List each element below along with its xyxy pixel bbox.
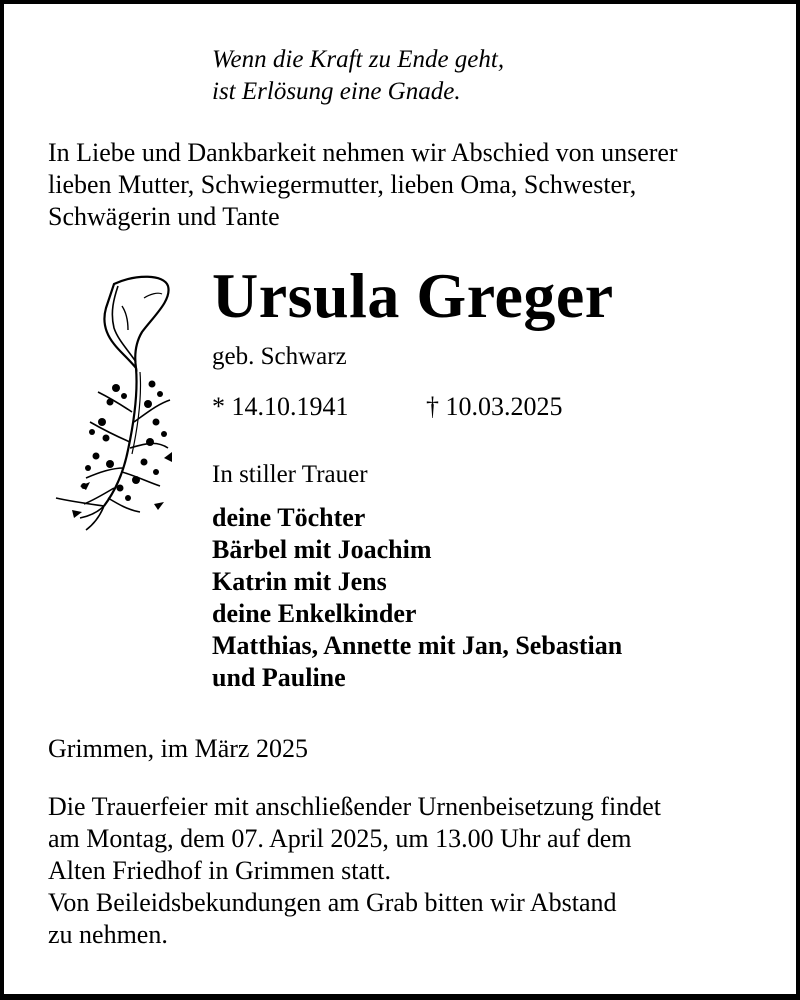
mourning-title: In stiller Trauer — [212, 461, 368, 488]
funeral-line: am Montag, dem 07. April 2025, um 13.00 Uhr auf dem — [48, 824, 632, 853]
funeral-line: Von Beileidsbekundungen am Grab bitten wir Abstand — [48, 888, 617, 917]
birth-name: geb. Schwarz — [212, 343, 347, 370]
mourner-line: und Pauline — [212, 663, 346, 692]
place-date: Grimmen, im März 2025 — [48, 734, 308, 763]
funeral-notice — [48, 791, 661, 951]
intro-line-2: lieben Mutter, Schwiegermutter, lieben Oma, Schwester, — [48, 170, 637, 199]
mourner-line: Matthias, Annette mit Jan, Sebastian — [212, 631, 623, 660]
birth-date: * 14.10.1941 — [212, 392, 349, 421]
mourner-line: Bärbel mit Joachim — [212, 535, 432, 564]
mourners-list — [212, 502, 622, 694]
funeral-line: zu nehmen. — [48, 920, 168, 949]
deceased-name: Ursula Greger — [212, 260, 614, 331]
intro-text — [48, 137, 778, 233]
motto-line-2: ist Erlösung eine Gnade. — [212, 78, 461, 105]
intro-line-1: In Liebe und Dankbarkeit nehmen wir Abschied von unserer — [48, 138, 678, 167]
death-date: † 10.03.2025 — [426, 392, 563, 421]
motto-quote — [212, 44, 504, 108]
mourner-line: Katrin mit Jens — [212, 567, 387, 596]
mourner-line: deine Töchter — [212, 503, 366, 532]
funeral-line: Die Trauerfeier mit anschließender Urnenbeisetzung findet — [48, 792, 661, 821]
calla-lily-icon — [44, 272, 180, 534]
mourner-line: deine Enkelkinder — [212, 599, 417, 628]
funeral-line: Alten Friedhof in Grimmen statt. — [48, 856, 392, 885]
intro-line-3: Schwägerin und Tante — [48, 202, 280, 231]
life-dates — [212, 391, 563, 423]
motto-line-1: Wenn die Kraft zu Ende geht, — [212, 46, 505, 73]
